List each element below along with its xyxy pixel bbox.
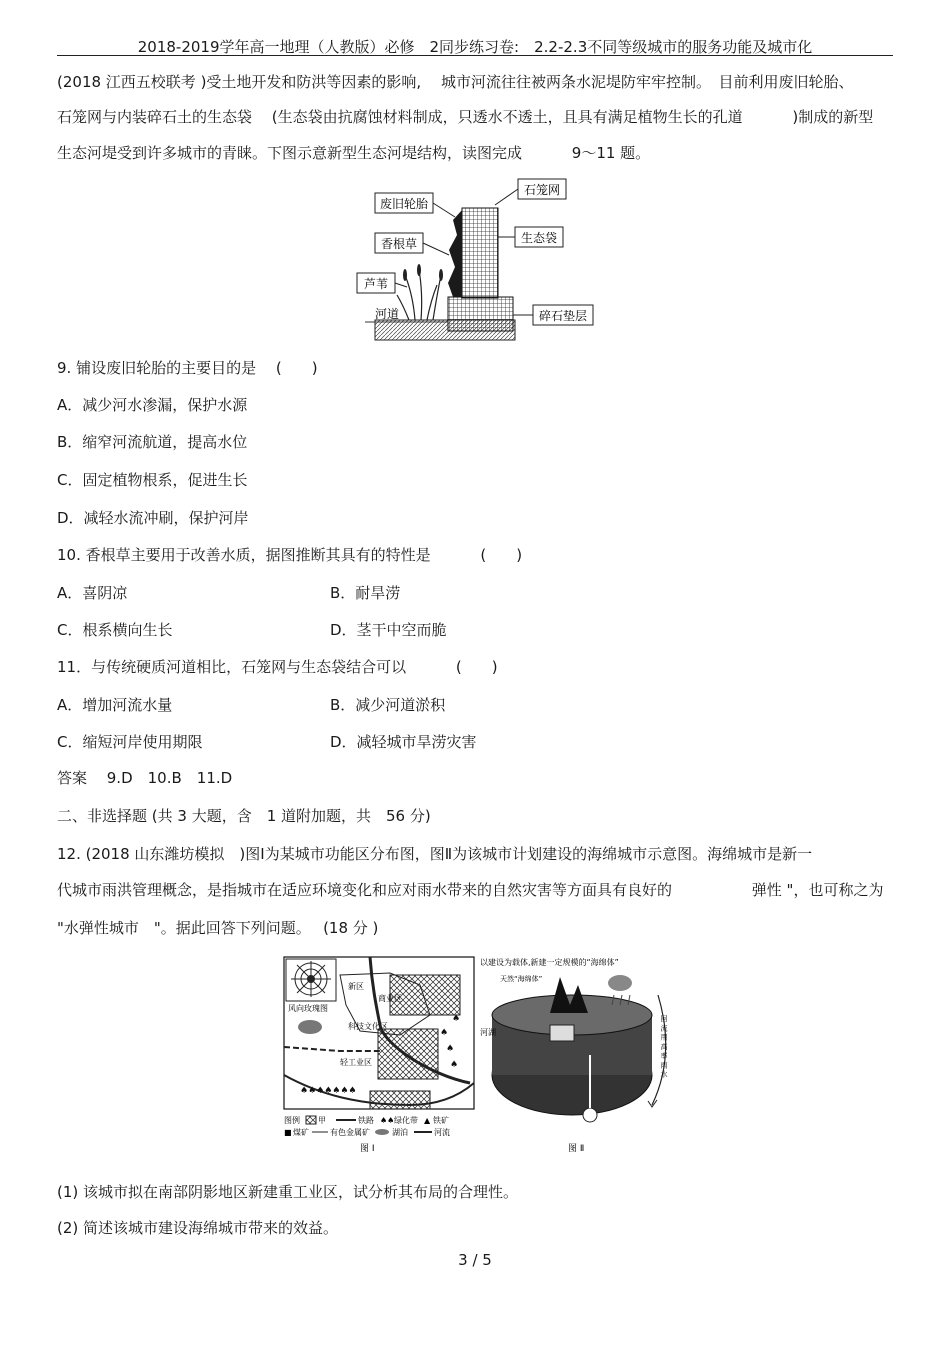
q11-option-b: B．减少河道淤积 <box>330 696 446 714</box>
q10-option-b: B．耐旱涝 <box>330 584 401 602</box>
svg-text:♠♠♠♠♠♠♠: ♠♠♠♠♠♠♠ <box>300 1086 357 1096</box>
label-ecobag: 生态袋 <box>520 231 558 245</box>
q11-option-c: C．缩短河岸使用期限 <box>57 733 203 751</box>
reed-leaves <box>403 264 443 281</box>
q12-line-2: 代城市雨洪管理概念，是指城市在适应环境变化和应对雨水带来的自然灾害等方面具有良好的 弹性 "，也可称之为 <box>57 881 884 899</box>
q9-option-a: A．减少河水渗漏，保护水源 <box>57 396 248 414</box>
intro-line-2: 石笼网与内装碎石土的生态袋 (生态袋由抗腐蚀材料制成，只透水不透土，且具有满足植物生长的孔道 )制成的新型 <box>57 108 874 126</box>
label-river: 河道 <box>375 307 400 321</box>
building <box>550 1025 574 1041</box>
caption-fig-1: 图 Ⅰ <box>360 1144 375 1154</box>
sponge-city-diagram <box>480 957 668 1154</box>
q10-stem: 10. 香根草主要用于改善水质，据图推断其具有的特性是 ( ) <box>57 546 523 564</box>
q12-line-1: 12. (2018 山东潍坊模拟 )图Ⅰ为某城市功能区分布图，图Ⅱ为该城市计划建设的海绵城市示意图。海绵城市是新一 <box>57 845 813 863</box>
intro-line-3: 生态河堤受到许多城市的青睐。下图示意新型生态河堤结构，读图完成 9～11 题。 <box>57 144 651 162</box>
caption-fig-2: 图 Ⅱ <box>568 1144 585 1154</box>
q10-option-a: A．喜阴凉 <box>57 584 128 602</box>
svg-text:■: ■ <box>284 1128 292 1137</box>
legend-iron: 铁矿 <box>433 1116 449 1125</box>
q9-option-d: D．减轻水流冲刷，保护河岸 <box>57 509 249 527</box>
svg-text:♠: ♠ <box>446 1044 455 1054</box>
label-river-lake: 河湖 <box>480 1028 496 1037</box>
page-header-title: 2018-2019学年高一地理（人教版）必修 2同步练习卷: 2.2-2.3不同等级城市的服务功能及城市化 <box>137 38 813 56</box>
map-legend <box>284 1115 450 1137</box>
legend-jia: 甲 <box>318 1116 326 1125</box>
svg-text:♠♠: ♠♠ <box>380 1116 395 1125</box>
gabion-tower <box>462 208 498 298</box>
svg-text:♠: ♠ <box>450 1060 459 1070</box>
legend-railway: 铁路 <box>358 1116 374 1125</box>
label-gabion: 石笼网 <box>523 183 561 197</box>
wind-rose <box>286 959 336 1001</box>
label-recycle: 回 流 用 高 率 雨 水 <box>660 1015 668 1078</box>
leader-tire <box>433 203 455 217</box>
legend-river: 河流 <box>434 1128 450 1137</box>
leader-reed <box>395 283 407 287</box>
leader-vetiver <box>423 243 449 255</box>
svg-text:▲: ▲ <box>424 1116 431 1125</box>
label-light-industry: 轻工业区 <box>340 1058 372 1067</box>
south-shaded-area <box>370 1091 430 1109</box>
svg-text:♠: ♠ <box>452 1014 461 1024</box>
q11-option-a: A．增加河流水量 <box>57 696 173 714</box>
legend-nonferrous: 有色金属矿 <box>330 1128 370 1137</box>
label-gravel: 碎石垫层 <box>538 309 588 323</box>
legend-title: 图例 <box>284 1116 300 1125</box>
label-natural-sponge: 天然“海绵体” <box>500 975 543 983</box>
sponge-title: 以建设为载体,新建一定规模的“海绵体” <box>480 958 619 967</box>
legend-lake: 湖泊 <box>392 1128 408 1137</box>
q9-option-b: B．缩窄河流航道，提高水位 <box>57 433 248 451</box>
sub-question-1: (1) 该城市拟在南部阴影地区新建重工业区，试分析其布局的合理性。 <box>57 1183 519 1201</box>
label-reed: 芦苇 <box>363 277 389 291</box>
drain-point <box>583 1108 597 1122</box>
q9-option-c: C．固定植物根系，促进生长 <box>57 471 248 489</box>
label-science: 科技文化区 <box>348 1022 388 1031</box>
q11-option-d: D．减轻城市旱涝灾害 <box>330 733 477 751</box>
q10-option-d: D．茎干中空而脆 <box>330 621 447 639</box>
answer-key: 答案 9.D 10.B 11.D <box>57 769 233 787</box>
q11-stem: 11．与传统硬质河道相比，石笼网与生态袋结合可以 ( ) <box>57 658 498 676</box>
legend-green-belt: 绿化带 <box>394 1116 418 1125</box>
label-vetiver: 香根草 <box>380 237 418 251</box>
city-figures <box>280 955 680 1155</box>
tire-column <box>448 210 462 297</box>
q9-stem: 9. 铺设废旧轮胎的主要目的是 ( ) <box>57 359 318 377</box>
label-commercial: 商业区 <box>378 994 402 1003</box>
section-2-heading: 二、非选择题 (共 3 大题，含 1 道附加题，共 56 分) <box>57 807 431 825</box>
page-number: 3 / 5 <box>458 1251 492 1269</box>
label-tire: 废旧轮胎 <box>379 197 429 211</box>
legend-coal: 煤矿 <box>293 1128 309 1137</box>
header-divider <box>57 55 893 56</box>
rain-cloud <box>608 975 632 991</box>
svg-text:♠: ♠ <box>440 1028 449 1038</box>
eco-embankment-diagram <box>345 175 595 345</box>
intro-line-1: (2018 江西五校联考 )受土地开发和防洪等因素的影响, 城市河流往往被两条水泥堤防牢牢控制。 目前利用废旧轮胎、 <box>57 73 854 91</box>
city-figures-svg <box>280 955 680 1155</box>
lake <box>298 1020 322 1034</box>
sub-question-2: (2) 简述该城市建设海绵城市带来的效益。 <box>57 1219 339 1237</box>
leader-gabion <box>495 189 518 205</box>
label-wind-rose: 风向玫瑰图 <box>288 1004 328 1013</box>
q12-line-3: "水弹性城市 "。据此回答下列问题。 (18 分 ) <box>57 919 379 937</box>
lower-gabion-block <box>448 297 513 331</box>
q10-option-c: C．根系横向生长 <box>57 621 173 639</box>
label-new-district: 新区 <box>348 982 364 991</box>
eco-embankment-figure <box>345 175 595 345</box>
